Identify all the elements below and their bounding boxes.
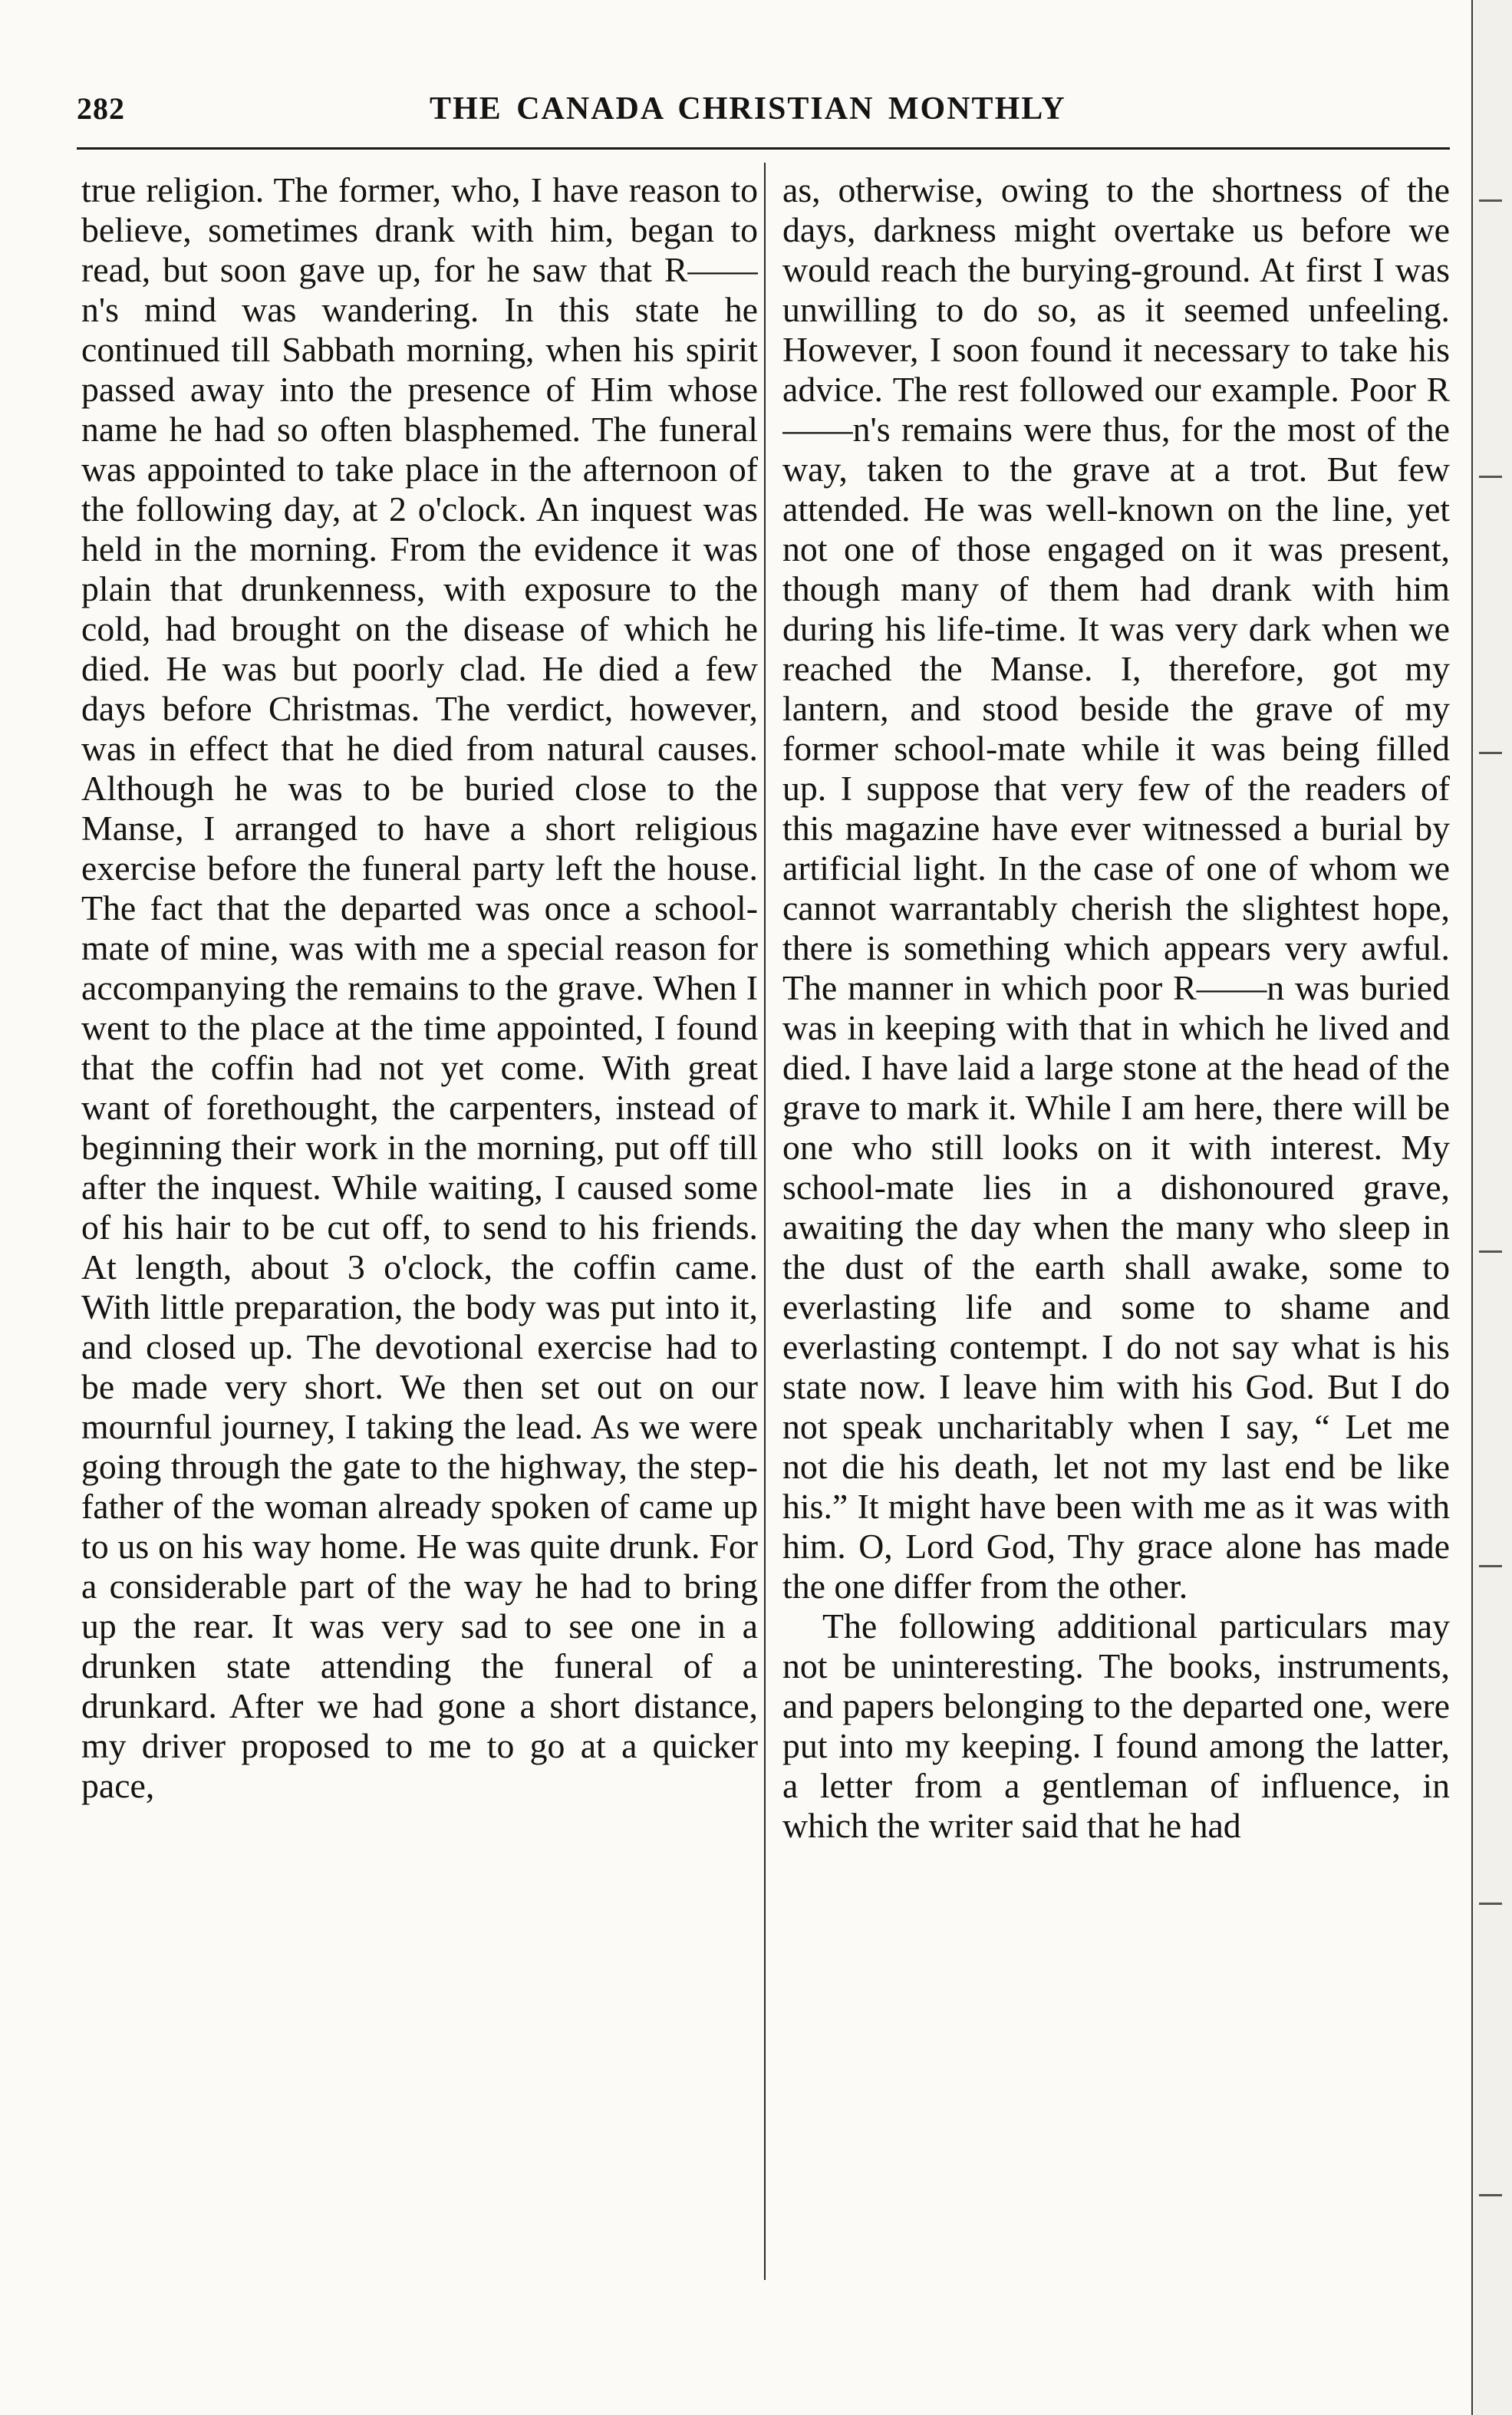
running-head: THE CANADA CHRISTIAN MONTHLY xyxy=(430,91,1066,127)
adjacent-page-edge xyxy=(1471,0,1512,2415)
left-column xyxy=(81,170,758,2272)
left-paragraph-1: true religion. The former, who, I have reason to believe, sometimes drank with him, began to read, but soon gave up, for he saw that R——n's mind was wandering. In this state he continued till Sabbath morning, when his spirit passed away into the presence of Him whose name he had so often blasphemed. The funeral was appointed to take place in the afternoon of the following day, at 2 o'clock. An inquest was held in the morning. From the evidence it was plain that drunkenness, with exposure to the cold, had brought on the disease of which he died. He was but poorly clad. He died a few days before Christmas. The verdict, however, was in effect that he died from natural causes. Although he was to be buried close to the Manse, I arranged to have a short religious exercise before the funeral party left the house. The fact that the departed was once a school-mate of mine, was with me a special reason for accompanying the remains to the grave. When I went to the place at the time appointed, I found that the coffin had not yet come. With great want of forethought, the carpenters, instead of beginning their work in the morning, put off till after the inquest. While waiting, I caused some of his hair to be cut off, to send to his friends. At length, about 3 o'clock, the coffin came. With little preparation, the body was put into it, and closed up. The devotional exercise had to be made very short. We then set out on our mournful journey, I taking the lead. As we were going through the gate to the highway, the step-father of the woman already spoken of came up to us on his way home. He was quite drunk. For a considerable part of the way he had to bring up the rear. It was very sad to see one in a drunken state attending the funeral of a drunkard. After we had gone a short distance, my driver proposed to me to go at a quicker pace, xyxy=(81,170,758,1805)
page-header xyxy=(77,91,1450,137)
page-number: 282 xyxy=(77,91,125,126)
column-divider xyxy=(764,163,766,2280)
right-paragraph-2: The following additional particulars may not be uninteresting. The books, instruments, and papers belonging to the departed one, were put into my keeping. I found among the latter, a letter from a gentleman of influence, in which the writer said that he had xyxy=(782,1606,1450,1845)
right-paragraph-1: as, otherwise, owing to the shortness of the days, darkness might overtake us before we would reach the burying-ground. At first I was unwilling to do so, as it seemed unfeeling. However, I soon found it necessary to take his advice. The rest followed our example. Poor R——n's remains were thus, for the most of the way, taken to the grave at a trot. But few attended. He was well-known on the line, yet not one of those engaged on it was present, though many of them had drank with him during his life-time. It was very dark when we reached the Manse. I, therefore, got my lantern, and stood beside the grave of my former school-mate while it was being filled up. I suppose that very few of the readers of this magazine have ever witnessed a burial by artificial light. In the case of one of whom we cannot warrantably cherish the slightest hope, there is something which appears very awful. The manner in which poor R——n was buried was in keeping with that in which he lived and died. I have laid a large stone at the head of the grave to mark it. While I am here, there will be one who still looks on it with interest. My school-mate lies in a dishonoured grave, awaiting the day when the many who sleep in the dust of the earth shall awake, some to everlasting life and some to shame and everlasting contempt. I do not say what is his state now. I leave him with his God. But I do not speak uncharitably when I say, “ Let me not die his death, let not my last end be like his.” It might have been with me as it was with him. O, Lord God, Thy grace alone has made the one differ from the other. xyxy=(782,170,1450,1606)
header-rule xyxy=(77,147,1450,150)
right-column xyxy=(782,170,1450,2272)
